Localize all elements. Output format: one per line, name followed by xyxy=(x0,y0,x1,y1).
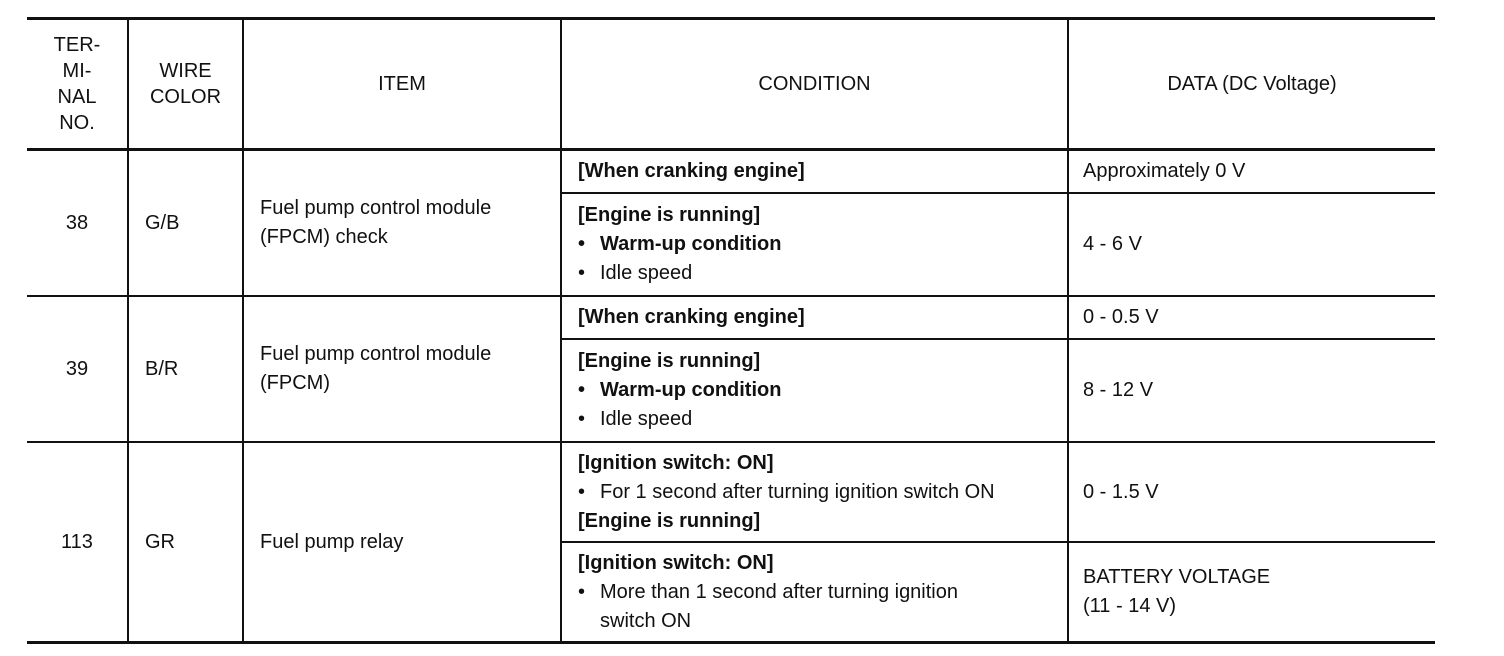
voltage-data: 8 - 12 V xyxy=(1068,339,1435,442)
wire-color: G/B xyxy=(128,150,243,297)
item: Fuel pump control module (FPCM) xyxy=(243,296,561,442)
condition-bullet: • More than 1 second after turning ignition switch ON xyxy=(578,578,1063,636)
condition: [Engine is running] • Warm-up condition • Idle speed xyxy=(561,193,1068,296)
item: Fuel pump control module (FPCM) check xyxy=(243,150,561,297)
condition: [When cranking engine] xyxy=(561,150,1068,194)
condition-bullet: • Idle speed xyxy=(578,259,1063,288)
header-condition: CONDITION xyxy=(561,19,1068,150)
header-data: DATA (DC Voltage) xyxy=(1068,19,1435,150)
condition-bullet: • Idle speed xyxy=(578,405,1063,434)
table-row xyxy=(27,150,1435,194)
condition: [Ignition switch: ON] • More than 1 second after turning ignition switch ON xyxy=(561,542,1068,643)
table-row xyxy=(27,442,1435,542)
wire-color: B/R xyxy=(128,296,243,442)
voltage-data: 0 - 1.5 V xyxy=(1068,442,1435,542)
terminal-no: 39 xyxy=(27,296,128,442)
condition-bullet: • Warm-up condition xyxy=(578,230,1063,259)
table-row xyxy=(27,296,1435,339)
voltage-data: BATTERY VOLTAGE (11 - 14 V) xyxy=(1068,542,1435,643)
terminal-no: 113 xyxy=(27,442,128,643)
terminal-spec-table xyxy=(27,17,1435,644)
header-terminal-no: TER- MI- NAL NO. xyxy=(27,19,128,150)
terminal-no: 38 xyxy=(27,150,128,297)
header-row xyxy=(27,19,1435,150)
item: Fuel pump relay xyxy=(243,442,561,643)
condition: [Engine is running] • Warm-up condition • Idle speed xyxy=(561,339,1068,442)
condition-bullet: • Warm-up condition xyxy=(578,376,1063,405)
voltage-data: 4 - 6 V xyxy=(1068,193,1435,296)
wire-color: GR xyxy=(128,442,243,643)
condition-bullet: • For 1 second after turning ignition switch ON xyxy=(578,478,1063,507)
voltage-data: 0 - 0.5 V xyxy=(1068,296,1435,339)
header-wire-color: WIRE COLOR xyxy=(128,19,243,150)
condition: [When cranking engine] xyxy=(561,296,1068,339)
voltage-data: Approximately 0 V xyxy=(1068,150,1435,194)
header-item: ITEM xyxy=(243,19,561,150)
condition: [Ignition switch: ON] • For 1 second after turning ignition switch ON [Engine is running] xyxy=(561,442,1068,542)
